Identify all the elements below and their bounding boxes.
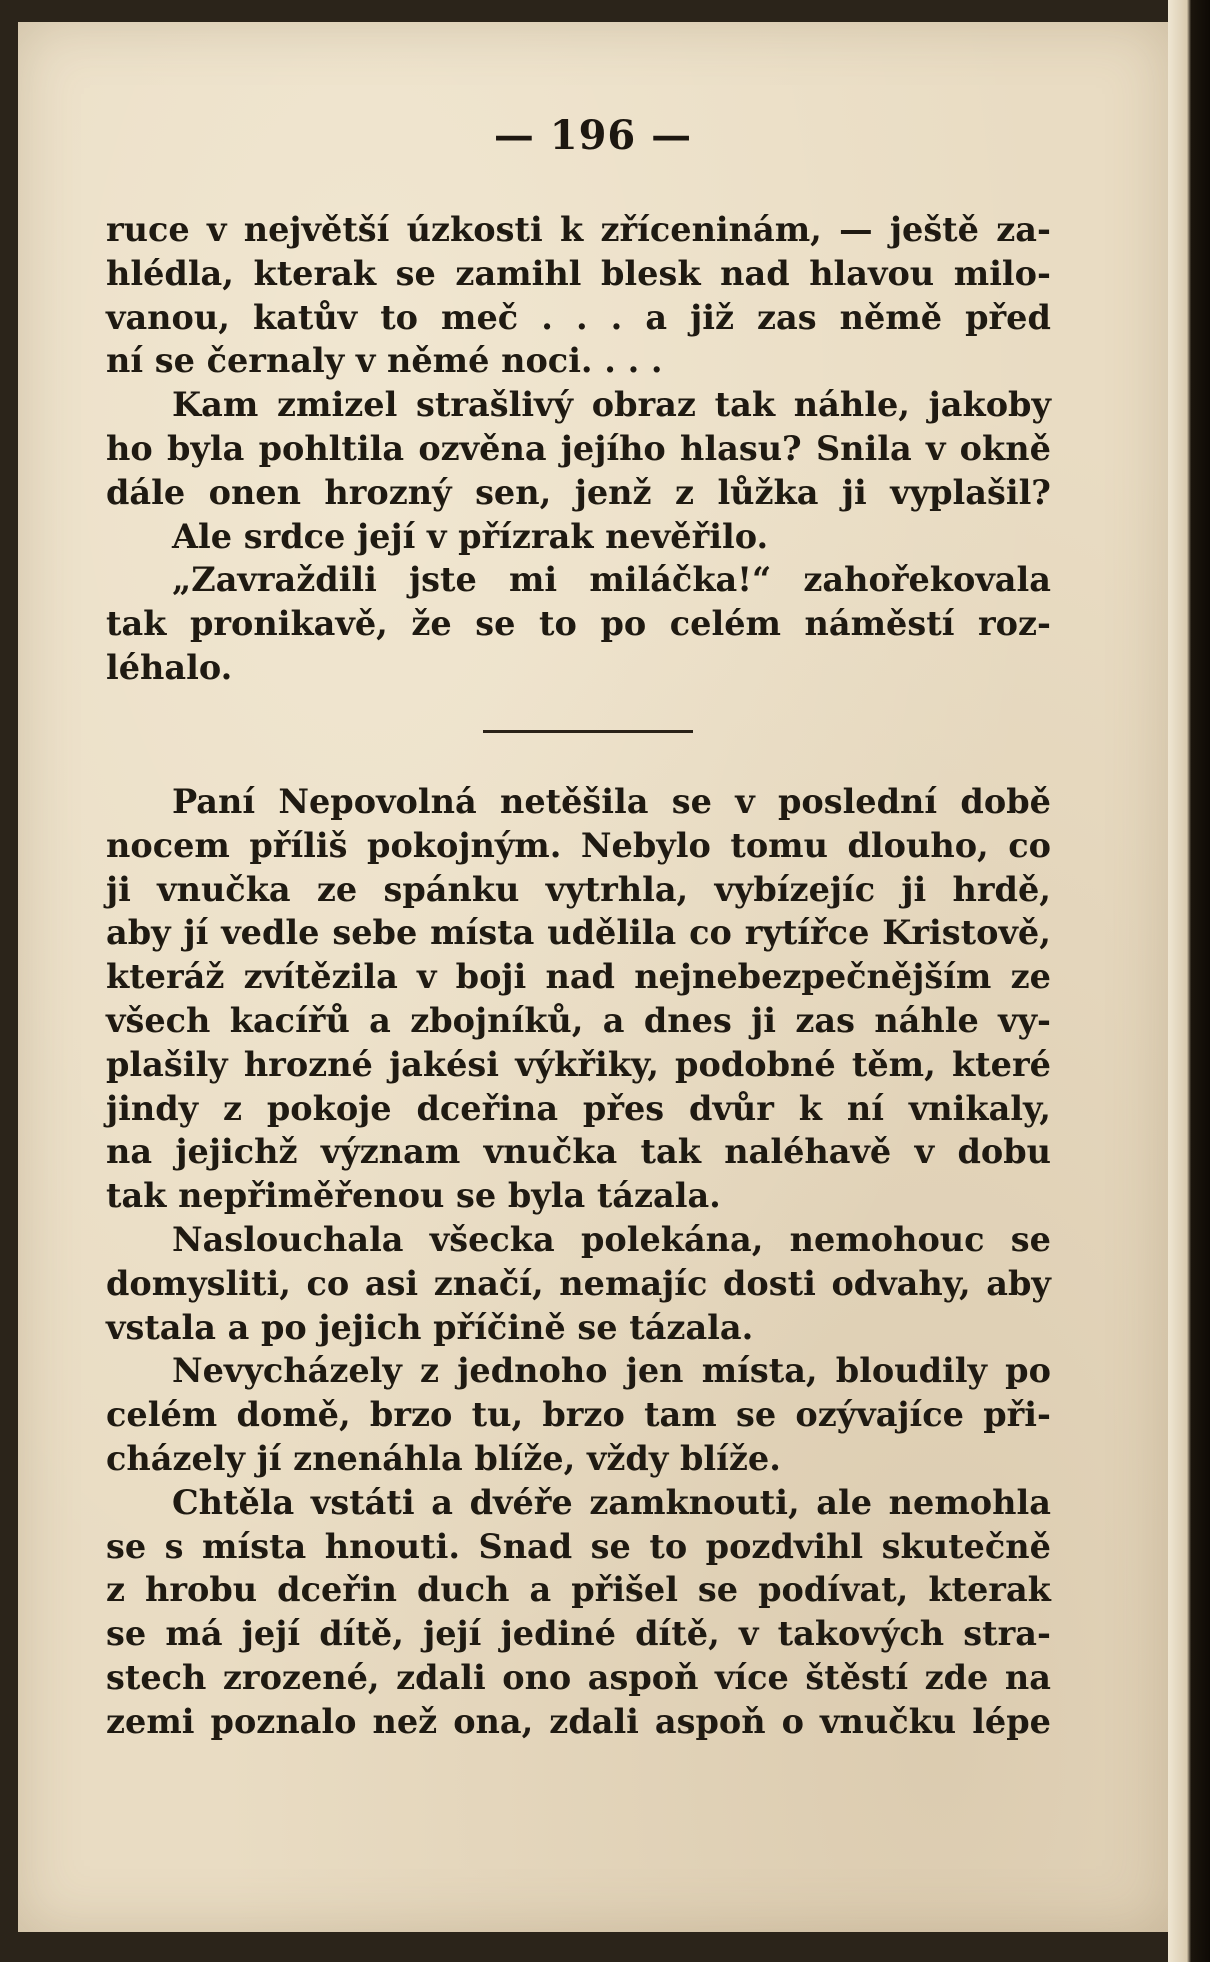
word: ono bbox=[502, 1657, 572, 1697]
word: dosti bbox=[722, 1263, 816, 1303]
word: domě, bbox=[236, 1395, 351, 1435]
word: po bbox=[600, 604, 647, 644]
word: nejnebezpečnějším bbox=[634, 957, 992, 997]
word: aspoň bbox=[654, 1701, 766, 1741]
word: strašlivý bbox=[416, 385, 573, 425]
book-page bbox=[18, 22, 1168, 1932]
word: celém bbox=[106, 1395, 218, 1435]
word: dceřina bbox=[416, 1088, 559, 1128]
text-line bbox=[106, 999, 1051, 1043]
word: zmizel bbox=[277, 385, 398, 425]
word: vždy bbox=[586, 1438, 680, 1478]
word: se bbox=[475, 604, 516, 644]
word: se bbox=[735, 1395, 777, 1435]
text-line bbox=[106, 955, 1051, 999]
word: nad bbox=[545, 957, 615, 997]
word: zbojníků, bbox=[410, 1000, 584, 1040]
word: tomu bbox=[730, 825, 828, 865]
text-line bbox=[106, 824, 1051, 868]
word: má bbox=[165, 1614, 223, 1654]
word: pokojným. bbox=[367, 825, 562, 865]
word: zas bbox=[757, 297, 817, 337]
word: dále bbox=[106, 472, 186, 512]
word: místa bbox=[202, 1526, 307, 1566]
word: jediné bbox=[500, 1614, 616, 1654]
word: její bbox=[357, 516, 427, 556]
word: při- bbox=[983, 1395, 1051, 1435]
word: zrozené, bbox=[222, 1657, 380, 1697]
word: . bbox=[650, 341, 663, 381]
word: hrobu bbox=[145, 1570, 258, 1610]
word: vstala bbox=[106, 1307, 228, 1347]
word: z bbox=[222, 1088, 242, 1128]
word: v bbox=[738, 1614, 759, 1654]
word: jste bbox=[409, 560, 477, 600]
word: nevěřilo. bbox=[605, 516, 769, 556]
word: význam bbox=[320, 1132, 461, 1172]
word: hlédla, bbox=[106, 253, 234, 293]
word: hrozný bbox=[324, 472, 452, 512]
word: mi bbox=[508, 560, 558, 600]
word: vnučku bbox=[820, 1701, 957, 1741]
word: a bbox=[645, 297, 668, 337]
text-line bbox=[106, 1393, 1051, 1437]
word: hlasu? bbox=[680, 428, 802, 468]
word: ze bbox=[1010, 957, 1051, 997]
word: ji bbox=[106, 869, 131, 909]
word: stra- bbox=[963, 1614, 1051, 1654]
word: cházely bbox=[106, 1438, 257, 1478]
word: nemohouc bbox=[789, 1219, 985, 1259]
word: sebe bbox=[332, 913, 418, 953]
word: černaly bbox=[206, 341, 356, 381]
word: polekána, bbox=[580, 1219, 764, 1259]
word: ruce bbox=[106, 210, 190, 249]
word: ze bbox=[316, 869, 358, 909]
word: ozývajíce bbox=[795, 1395, 964, 1435]
word: ní bbox=[106, 341, 155, 381]
word: Paní bbox=[172, 782, 256, 821]
word: jenž bbox=[574, 472, 652, 512]
text-block-2 bbox=[106, 780, 1051, 1744]
word: jindy bbox=[106, 1088, 199, 1128]
word: . bbox=[604, 341, 628, 381]
word: poznalo bbox=[210, 1701, 357, 1741]
word: tak bbox=[106, 604, 167, 644]
word: tak bbox=[106, 1176, 179, 1216]
word: přízrak bbox=[458, 516, 606, 556]
word: hlavou bbox=[809, 253, 935, 293]
word: pokoje bbox=[266, 1088, 392, 1128]
word: podívat, bbox=[758, 1570, 909, 1610]
word: lůžka bbox=[717, 472, 819, 512]
word: všecka bbox=[429, 1219, 555, 1259]
word: dceřin bbox=[277, 1570, 398, 1610]
word: vybízejíc bbox=[714, 869, 876, 909]
word: těm, bbox=[851, 1044, 936, 1084]
word: rytířce bbox=[744, 913, 870, 953]
word: jakési bbox=[389, 1044, 500, 1084]
word: pozdvihl bbox=[705, 1526, 864, 1566]
word: to bbox=[380, 297, 419, 337]
word: zvítězila bbox=[243, 957, 398, 997]
page-number: — 196 — bbox=[493, 112, 693, 159]
word: výkřiky, bbox=[515, 1044, 659, 1084]
word: že bbox=[411, 604, 452, 644]
word: takových bbox=[777, 1614, 945, 1654]
word: odvahy, bbox=[831, 1263, 971, 1303]
word: zamknouti, bbox=[589, 1482, 800, 1522]
word: meč bbox=[441, 297, 519, 337]
word: léhalo. bbox=[106, 647, 233, 687]
word: byla bbox=[507, 1176, 597, 1216]
word: noci. bbox=[501, 341, 605, 381]
word: aspoň bbox=[587, 1657, 699, 1697]
word: v bbox=[207, 210, 227, 249]
word: Ale bbox=[172, 516, 244, 556]
word: pohltila bbox=[258, 428, 405, 468]
word: vstáti bbox=[310, 1482, 415, 1522]
word: katův bbox=[252, 297, 358, 337]
word: největší bbox=[243, 210, 390, 249]
word: ní bbox=[846, 1088, 884, 1128]
word: vnikaly, bbox=[908, 1088, 1051, 1128]
word: štěstí bbox=[805, 1657, 909, 1697]
word: podobné bbox=[675, 1044, 836, 1084]
word: — bbox=[839, 210, 873, 249]
word: a bbox=[431, 1482, 453, 1522]
word: zas bbox=[795, 1000, 855, 1040]
word: kteráž bbox=[106, 957, 225, 997]
word: se bbox=[577, 1307, 630, 1347]
word: němé bbox=[387, 341, 502, 381]
word: Naslouchala bbox=[172, 1219, 404, 1259]
text-line bbox=[106, 1700, 1051, 1744]
word: nemohla bbox=[888, 1482, 1051, 1522]
word: aby bbox=[986, 1263, 1051, 1303]
word: se bbox=[154, 341, 207, 381]
word: zdali bbox=[396, 1657, 486, 1697]
word: onen bbox=[208, 472, 301, 512]
word: jejichž bbox=[175, 1132, 298, 1172]
word: sen, bbox=[475, 472, 552, 512]
text-line bbox=[106, 1568, 1051, 1612]
word: v bbox=[355, 341, 388, 381]
word: a bbox=[227, 1307, 261, 1347]
word: se bbox=[395, 253, 436, 293]
text-line bbox=[106, 1174, 1051, 1218]
word: z bbox=[420, 1351, 440, 1391]
word: brzo bbox=[369, 1395, 453, 1435]
word: Nepovolná bbox=[278, 782, 477, 821]
word: Snad bbox=[478, 1526, 573, 1566]
word: naléhavě bbox=[724, 1132, 892, 1172]
word: se bbox=[697, 1570, 739, 1610]
word: blíže. bbox=[679, 1438, 781, 1478]
word: skutečně bbox=[881, 1526, 1051, 1566]
word: co bbox=[689, 913, 732, 953]
text-line bbox=[106, 427, 1051, 471]
word: němě bbox=[839, 297, 943, 337]
word: s bbox=[164, 1526, 184, 1566]
word: náhle bbox=[874, 1000, 979, 1040]
text-line bbox=[106, 911, 1051, 955]
word: se bbox=[455, 1176, 508, 1216]
word: a bbox=[369, 1000, 391, 1040]
word: bloudily bbox=[835, 1351, 987, 1391]
word: které bbox=[951, 1044, 1051, 1084]
word: na bbox=[106, 1132, 153, 1172]
text-line bbox=[106, 1656, 1051, 1700]
section-divider bbox=[483, 730, 693, 733]
word: místa bbox=[430, 913, 535, 953]
word: Snila bbox=[815, 428, 912, 468]
word: kterak bbox=[253, 253, 377, 293]
word: za- bbox=[996, 210, 1051, 249]
word: ho bbox=[106, 428, 153, 468]
word: ještě bbox=[889, 210, 979, 249]
word: vytrhla, bbox=[545, 869, 689, 909]
word: ale bbox=[816, 1482, 873, 1522]
word: byla bbox=[166, 428, 245, 468]
word: Nevycházely bbox=[172, 1351, 402, 1391]
word: pronikavě, bbox=[189, 604, 388, 644]
word: v bbox=[914, 1132, 935, 1172]
word: dítě, bbox=[319, 1614, 404, 1654]
word: domysliti, bbox=[106, 1263, 291, 1303]
word: Chtěla bbox=[172, 1482, 295, 1522]
word: ozvěna bbox=[418, 428, 547, 468]
word: hrdě, bbox=[952, 869, 1051, 909]
word: boji bbox=[455, 957, 527, 997]
word: jednoho bbox=[457, 1351, 608, 1391]
word: hrozné bbox=[243, 1044, 373, 1084]
word: duch bbox=[417, 1570, 510, 1610]
word: celém bbox=[669, 604, 781, 644]
word: a bbox=[602, 1000, 625, 1040]
text-line bbox=[106, 558, 1051, 602]
word: tak bbox=[714, 385, 776, 425]
word: po bbox=[1005, 1351, 1051, 1391]
word: již bbox=[690, 297, 734, 337]
word: jejího bbox=[560, 428, 666, 468]
word: v bbox=[416, 957, 437, 997]
word: vanou, bbox=[106, 297, 230, 337]
text-line bbox=[106, 1481, 1051, 1525]
word: se bbox=[106, 1614, 147, 1654]
word: ji bbox=[841, 472, 867, 512]
word: zamihl bbox=[455, 253, 582, 293]
word: než bbox=[372, 1701, 438, 1741]
text-line bbox=[106, 252, 1051, 296]
word: ona, bbox=[453, 1701, 534, 1741]
word: vedle bbox=[221, 913, 320, 953]
text-line bbox=[106, 208, 1051, 252]
word: k bbox=[798, 1088, 822, 1128]
word: z bbox=[674, 472, 694, 512]
word: to bbox=[649, 1526, 688, 1566]
text-line bbox=[106, 1612, 1051, 1656]
word: a bbox=[529, 1570, 552, 1610]
word: dobu bbox=[957, 1132, 1051, 1172]
word: obraz bbox=[591, 385, 696, 425]
book-binding bbox=[1168, 0, 1210, 1962]
text-line bbox=[106, 471, 1051, 515]
word: nepřiměřenou bbox=[178, 1176, 456, 1216]
word: se bbox=[671, 782, 712, 821]
word: její bbox=[423, 1614, 482, 1654]
text-line bbox=[106, 1218, 1051, 1262]
text-line bbox=[106, 1306, 1051, 1350]
word: nemajíc bbox=[559, 1263, 708, 1303]
word: vy- bbox=[998, 1000, 1051, 1040]
text-line bbox=[106, 296, 1051, 340]
text-line bbox=[106, 1130, 1051, 1174]
word: náměstí bbox=[804, 604, 955, 644]
word: nocem bbox=[106, 825, 230, 865]
word: Kristově, bbox=[882, 913, 1051, 953]
word: příliš bbox=[249, 825, 348, 865]
word: kterak bbox=[928, 1570, 1051, 1610]
word: v bbox=[426, 516, 459, 556]
word: netěšila bbox=[499, 782, 649, 821]
word: nad bbox=[720, 253, 790, 293]
word: co bbox=[1008, 825, 1051, 865]
word: zde bbox=[924, 1657, 989, 1697]
text-line bbox=[106, 1043, 1051, 1087]
word: stech bbox=[106, 1657, 207, 1697]
word: to bbox=[539, 604, 577, 644]
word: tázala. bbox=[629, 1307, 754, 1347]
word: náhle, bbox=[793, 385, 910, 425]
word: srdce bbox=[243, 516, 358, 556]
word: lépe bbox=[972, 1701, 1051, 1741]
text-line bbox=[106, 1262, 1051, 1306]
word: znenáhla bbox=[293, 1438, 475, 1478]
word: zdali bbox=[549, 1701, 639, 1741]
word: jen bbox=[625, 1351, 684, 1391]
word: po bbox=[260, 1307, 319, 1347]
word: zahořekovala bbox=[803, 560, 1051, 600]
word: udělila bbox=[547, 913, 677, 953]
word: ji bbox=[901, 869, 927, 909]
word: Nebylo bbox=[580, 825, 711, 865]
word: dvůr bbox=[689, 1088, 774, 1128]
word: spánku bbox=[383, 869, 520, 909]
word: dvéře bbox=[469, 1482, 573, 1522]
word: jí bbox=[256, 1438, 294, 1478]
word: aby bbox=[106, 913, 171, 953]
word: místa, bbox=[701, 1351, 818, 1391]
word: době bbox=[960, 782, 1051, 821]
text-line bbox=[106, 1349, 1051, 1393]
word: se bbox=[1010, 1219, 1051, 1259]
word: blíže, bbox=[474, 1438, 587, 1478]
word: zemi bbox=[106, 1701, 195, 1741]
word: všech bbox=[106, 1000, 211, 1040]
word: . bbox=[610, 297, 623, 337]
text-line bbox=[106, 780, 1051, 824]
word: přes bbox=[582, 1088, 665, 1128]
word: úzkosti bbox=[406, 210, 543, 249]
word: miláčka!“ bbox=[589, 560, 772, 600]
text-line bbox=[106, 515, 1051, 559]
word: plašily bbox=[106, 1044, 228, 1084]
text-line bbox=[106, 383, 1051, 427]
word: zříceninám, bbox=[600, 210, 822, 249]
word: blesk bbox=[601, 253, 701, 293]
word: vnučka bbox=[483, 1132, 618, 1172]
text-line bbox=[106, 868, 1051, 912]
word: . bbox=[627, 341, 651, 381]
word: na bbox=[1004, 1657, 1051, 1697]
word: o bbox=[781, 1701, 804, 1741]
text-line bbox=[106, 1525, 1051, 1569]
word: tak bbox=[640, 1132, 701, 1172]
word: přišel bbox=[571, 1570, 678, 1610]
word: se bbox=[106, 1526, 147, 1566]
word: se bbox=[590, 1526, 631, 1566]
text-line bbox=[106, 646, 1051, 690]
word: . bbox=[575, 297, 588, 337]
word: roz- bbox=[978, 604, 1051, 644]
word: Kam bbox=[172, 385, 259, 425]
text-line bbox=[106, 1437, 1051, 1481]
word: ji bbox=[751, 1000, 777, 1040]
text-line bbox=[106, 602, 1051, 646]
word: milo- bbox=[953, 253, 1051, 293]
word: poslední bbox=[777, 782, 938, 821]
word: kacířů bbox=[229, 1000, 350, 1040]
word: dítě, bbox=[635, 1614, 720, 1654]
word: více bbox=[714, 1657, 789, 1697]
word: hnouti. bbox=[324, 1526, 461, 1566]
word: tu, bbox=[471, 1395, 524, 1435]
text-line bbox=[106, 339, 1051, 383]
word: její bbox=[241, 1614, 301, 1654]
word: před bbox=[965, 297, 1051, 337]
word: „Zavraždili bbox=[172, 560, 377, 600]
word: tázala. bbox=[596, 1176, 721, 1216]
text-block-1 bbox=[106, 208, 1051, 690]
word: tam bbox=[644, 1395, 717, 1435]
word: brzo bbox=[542, 1395, 625, 1435]
word: vnučka bbox=[157, 869, 291, 909]
word: asi bbox=[364, 1263, 419, 1303]
word: k bbox=[559, 210, 584, 249]
word: značí, bbox=[433, 1263, 544, 1303]
word: v bbox=[735, 782, 755, 821]
word: z bbox=[106, 1570, 126, 1610]
word: vyplašil? bbox=[890, 472, 1051, 512]
text-line bbox=[106, 1087, 1051, 1131]
word: jakoby bbox=[928, 385, 1051, 425]
word: v bbox=[925, 428, 946, 468]
word: příčině bbox=[433, 1307, 578, 1347]
word: . bbox=[541, 297, 553, 337]
word: dnes bbox=[643, 1000, 732, 1040]
word: dlouho, bbox=[847, 825, 989, 865]
word: okně bbox=[959, 428, 1051, 468]
word: jí bbox=[183, 913, 209, 953]
word: co bbox=[306, 1263, 350, 1303]
word: jejich bbox=[318, 1307, 434, 1347]
